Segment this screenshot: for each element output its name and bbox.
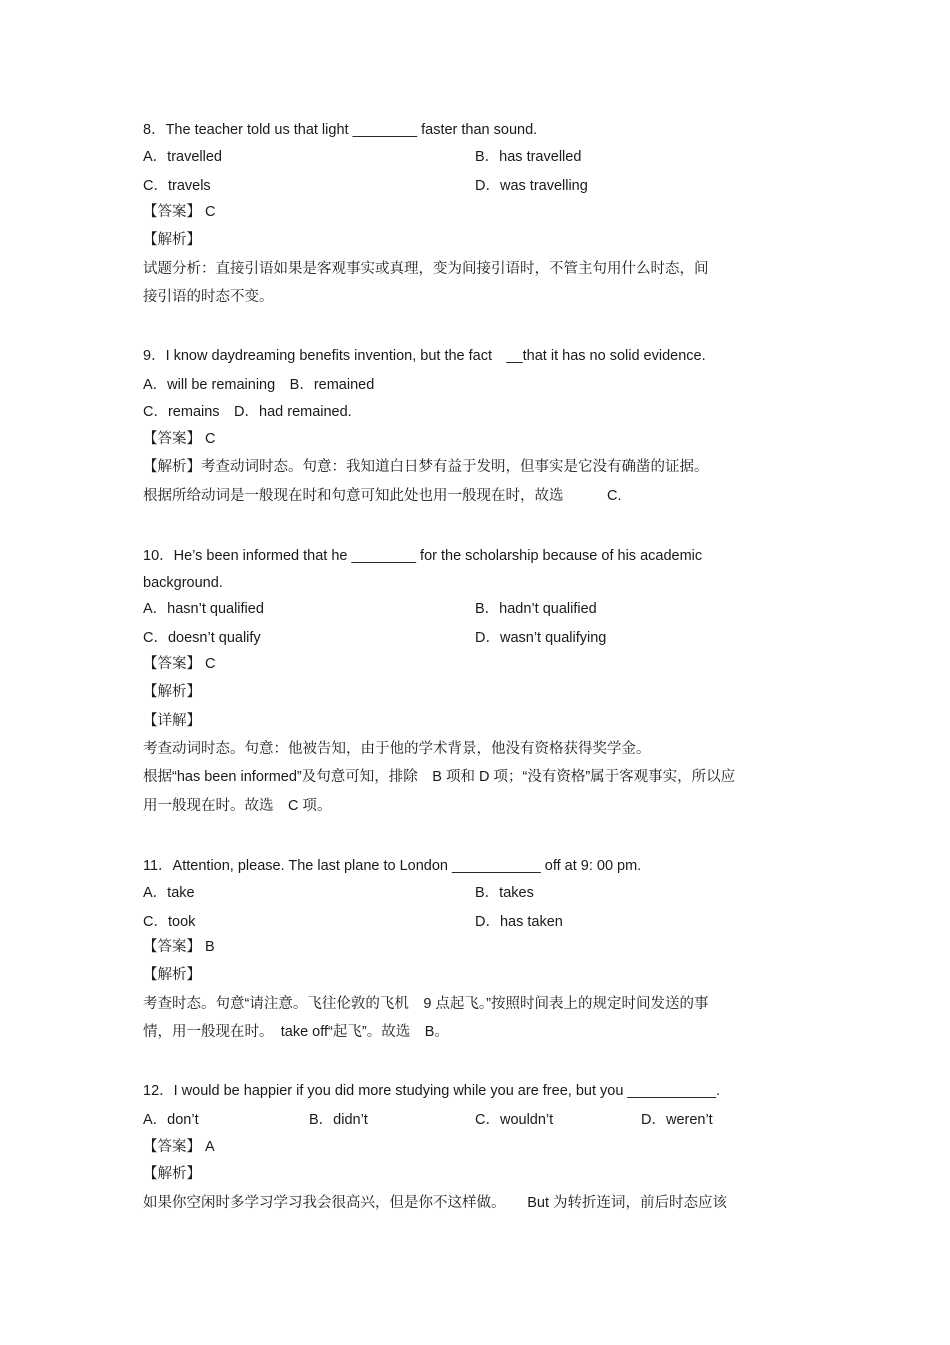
q12-analysis-line-1: 如果你空闲时多学习学习我会很高兴，但是你不这样做。 But 为转折连词，前后时态应该	[143, 1195, 728, 1211]
q10-option-a: A．hasn’t qualified	[143, 601, 264, 617]
q8-option-d: D．was travelling	[475, 178, 588, 194]
q11-analysis-line-2: 情，用一般现在时。 take off“起飞”。故选 B。	[143, 1024, 449, 1040]
q12-option-a: A．don’t	[143, 1112, 199, 1128]
q8-option-c: C．travels	[143, 178, 211, 194]
q8-analysis-line-1: 试题分析：直接引语如果是客观事实或真理，变为间接引语时，不管主句用什么时态，间	[143, 261, 709, 277]
q11-option-a: A．take	[143, 885, 195, 901]
q10-option-d: D．wasn’t qualifying	[475, 630, 607, 646]
q9-stem: 9．I know daydreaming benefits invention, but the fact __that it has no solid evidence.	[143, 348, 706, 364]
q11-stem: 11．Attention, please. The last plane to London ___________ off at 9: 00 pm.	[143, 858, 642, 874]
q9-answer: 【答案】 C	[143, 431, 216, 447]
q10-detail-line-3: 用一般现在时。故选 C 项。	[143, 798, 332, 814]
q10-stem-line-1: 10．He’s been informed that he ________ for the scholarship because of his academic	[143, 548, 703, 564]
q9-analysis-line-1: 【解析】考查动词时态。句意：我知道白日梦有益于发明，但事实是它没有确凿的证据。	[143, 459, 709, 475]
q12-analysis-label: 【解析】	[143, 1166, 201, 1182]
q11-option-b: B．takes	[475, 885, 534, 901]
q9-analysis-line-2: 根据所给动词是一般现在时和句意可知此处也用一般现在时，故选 C.	[143, 488, 622, 504]
q8-option-a: A．travelled	[143, 149, 222, 165]
q12-answer: 【答案】 A	[143, 1139, 215, 1155]
q10-option-b: B．hadn’t qualified	[475, 601, 597, 617]
q8-analysis-line-2: 接引语的时态不变。	[143, 289, 274, 305]
q10-option-c: C．doesn’t qualify	[143, 630, 261, 646]
q8-analysis-label: 【解析】	[143, 232, 201, 248]
q11-answer: 【答案】 B	[143, 939, 215, 955]
q12-stem: 12．I would be happier if you did more studying while you are free, but you ___________.	[143, 1083, 721, 1099]
q11-option-c: C．took	[143, 914, 196, 930]
q10-detail-line-2: 根据“has been informed”及句意可知，排除 B 项和 D 项；“没有资格”属于客观事实，所以应	[143, 769, 736, 785]
q8-option-b: B．has travelled	[475, 149, 582, 165]
q12-option-d: D．weren’t	[641, 1112, 713, 1128]
q11-analysis-label: 【解析】	[143, 967, 201, 983]
q8-answer: 【答案】 C	[143, 204, 216, 220]
q10-detail-line-1: 考查动词时态。句意：他被告知，由于他的学术背景，他没有资格获得奖学金。	[143, 741, 651, 757]
q10-stem-line-2: background.	[143, 575, 223, 591]
q10-analysis-label: 【解析】	[143, 684, 201, 700]
q9-options-cd: C．remains D．had remained.	[143, 404, 352, 420]
q11-option-d: D．has taken	[475, 914, 563, 930]
q11-analysis-line-1: 考查时态。句意“请注意。飞往伦敦的飞机 9 点起飞。”按照时间表上的规定时间发送的事	[143, 996, 709, 1012]
q12-option-c: C．wouldn’t	[475, 1112, 554, 1128]
q8-stem: 8．The teacher told us that light ________ faster than sound.	[143, 122, 538, 138]
q9-options-ab: A．will be remaining B．remained	[143, 377, 375, 393]
q12-option-b: B．didn’t	[309, 1112, 368, 1128]
q10-answer: 【答案】 C	[143, 656, 216, 672]
q10-detail-label: 【详解】	[143, 713, 201, 729]
